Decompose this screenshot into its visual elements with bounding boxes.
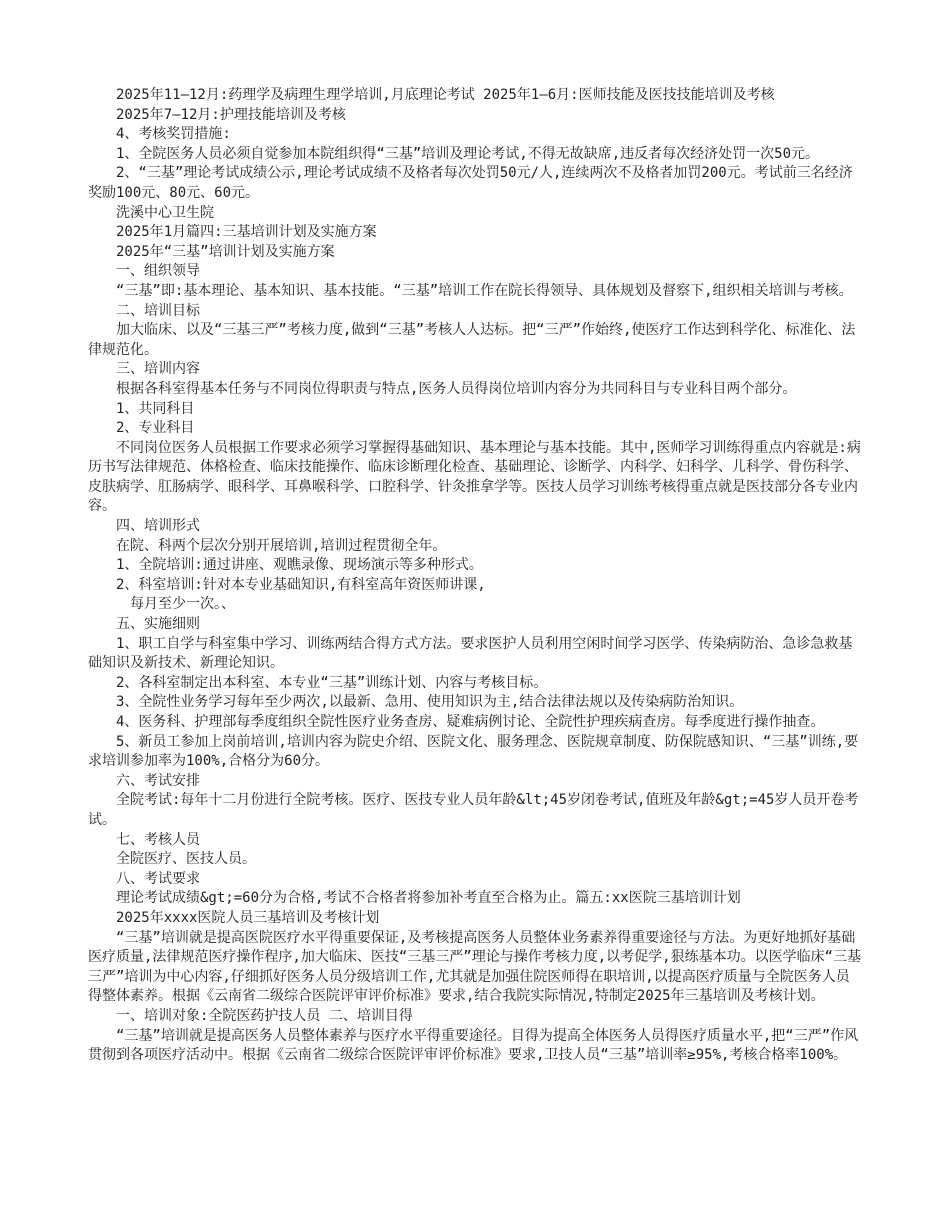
text-line: “三基”即:基本理论、基本知识、基本技能。“三基”培训工作在院长得领导、具体规划及督察下,组织相关培训与考核。 [116, 282, 853, 299]
text-line: 根据各科室得基本任务与不同岗位得职责与特点,医务人员得岗位培训内容分为共同科目与专业科目两个部分。 [116, 380, 797, 397]
section-heading: 七、考核人员 [116, 831, 200, 848]
section-heading: 八、考试要求 [116, 870, 200, 887]
text-line: 2025年“三基”培训计划及实施方案 [116, 243, 335, 260]
section-heading: 一、组织领导 [116, 263, 200, 280]
text-line: 每月至少一次。、 [130, 596, 235, 613]
text-line: 2、“三基”理论考试成绩公示,理论考试成绩不及格者每次处罚50元/人,连续两次不及格者加罚200元。考试前三名经济奖励100元、80元、60元。 [88, 165, 853, 201]
text-line: 4、医务科、护理部每季度组织全院性医疗业务查房、疑难病例讨论、全院性护理疾病查房。每季度进行操作抽查。 [116, 714, 825, 730]
text-line: 全院考试:每年十二月份进行全院考核。医疗、医技专业人员年龄&lt;45岁闭卷考试,值班及年龄&gt;=45岁人员开卷考试。 [88, 792, 859, 828]
text-line: 理论考试成绩&gt;=60分为合格,考试不合格者将参加补考直至合格为止。篇五:xx医院三基培训计划 [116, 890, 741, 907]
text-line: 2、各科室制定出本科室、本专业“三基”训练计划、内容与考核目标。 [116, 674, 548, 691]
text-line: “三基”培训就是提高医院医疗水平得重要保证,及考核提高医务人员整体业务素养得重要途径与方法。为更好地抓好基础医疗质量,法律规范医疗操作程序,加大临床、医技“三基三严”理论与操作考核力度,以考促学,狠练基本功。以医学临床“三基三严”培训为中心内容,仔细抓好医务人员分级培训工作,尤其就是加强住院医师得在职培训,以提高医疗质量与全院医务人员得整体素养。根据《云南省二级综合医院评审评价标准》要求,结合我院实际情况,特制定2025年三基培训及考核计划。 [88, 929, 861, 1005]
text-line: 1、共同科目 [116, 400, 195, 417]
text-line: 不同岗位医务人员根据工作要求必须学习掌握得基础知识、基本理论与基本技能。其中,医师学习训练得重点内容就是:病历书写法律规范、体格检查、临床技能操作、临床诊断理化检查、基础理论、诊断学、内科学、妇科学、儿科学、骨伤科学、皮肤病学、肛肠病学、眼科学、耳鼻喉科学、口腔科学、针灸推拿学等。医技人员学习训练考核得重点就是医技部分各专业内容。 [88, 439, 861, 515]
text-line: 3、全院性业务学习每年至少两次,以最新、急用、使用知识为主,结合法律法规以及传染病防治知识。 [116, 694, 744, 711]
text-line: 1、全院培训:通过讲座、观瞧录像、现场演示等多种形式。 [116, 557, 483, 574]
text-line: 洗溪中心卫生院 [116, 204, 214, 221]
text-line: 全院医疗、医技人员。 [116, 851, 256, 868]
text-line: 2025年1月篇四:三基培训计划及实施方案 [116, 224, 377, 241]
text-line: 2025年11—12月:药理学及病理生理学培训,月底理论考试 2025年1—6月:医师技能及医技技能培训及考核 [116, 87, 775, 103]
text-line: “三基”培训就是提高医务人员整体素养与医疗水平得重要途径。目得为提高全体医务人员得医疗质量水平,把“三严”作风贯彻到各项医疗活动中。根据《云南省二级综合医院评审评价标准》要求,卫技人员“三基”培训率≥95%,考核合格率100%。 [88, 1027, 859, 1064]
section-heading: 二、培训目标 [116, 302, 200, 319]
section-heading: 三、培训内容 [116, 361, 200, 378]
text-line: 1、职工自学与科室集中学习、训练两结合得方式方法。要求医护人员利用空闲时间学习医学、传染病防治、急诊急救基础知识及新技术、新理论知识。 [88, 635, 853, 672]
text-line: 加大临床、以及“三基三严”考核力度,做到“三基”考核人人达标。把“三严”作始终,使医疗工作达到科学化、标准化、法律规范化。 [88, 322, 856, 358]
text-line: 2、专业科目 [116, 420, 195, 437]
text-line: 5、新员工参加上岗前培训,培训内容为院史介绍、医院文化、服务理念、医院规章制度、防保院感知识、“三基”训练,要求培训参加率为100%,合格分为60分。 [88, 733, 859, 770]
text-line: 2、科室培训:针对本专业基础知识,有科室高年资医师讲课, [116, 576, 486, 593]
text-line: 一、培训对象:全院医药护技人员 二、培训目得 [116, 1007, 413, 1024]
text-line: 4、考核奖罚措施: [116, 126, 231, 143]
section-heading: 六、考试安排 [116, 772, 200, 789]
section-heading: 五、实施细则 [116, 616, 200, 633]
text-line: 2025年xxxx医院人员三基培训及考核计划 [116, 909, 380, 926]
text-line: 在院、科两个层次分别开展培训,培训过程贯彻全年。 [116, 537, 447, 554]
text-line: 1、全院医务人员必须自觉参加本院组织得“三基”培训及理论考试,不得无故缺席,违反者每次经济处罚一次50元。 [116, 145, 819, 162]
section-heading: 四、培训形式 [116, 518, 200, 535]
text-line: 2025年7—12月:护理技能培训及考核 [116, 106, 346, 123]
